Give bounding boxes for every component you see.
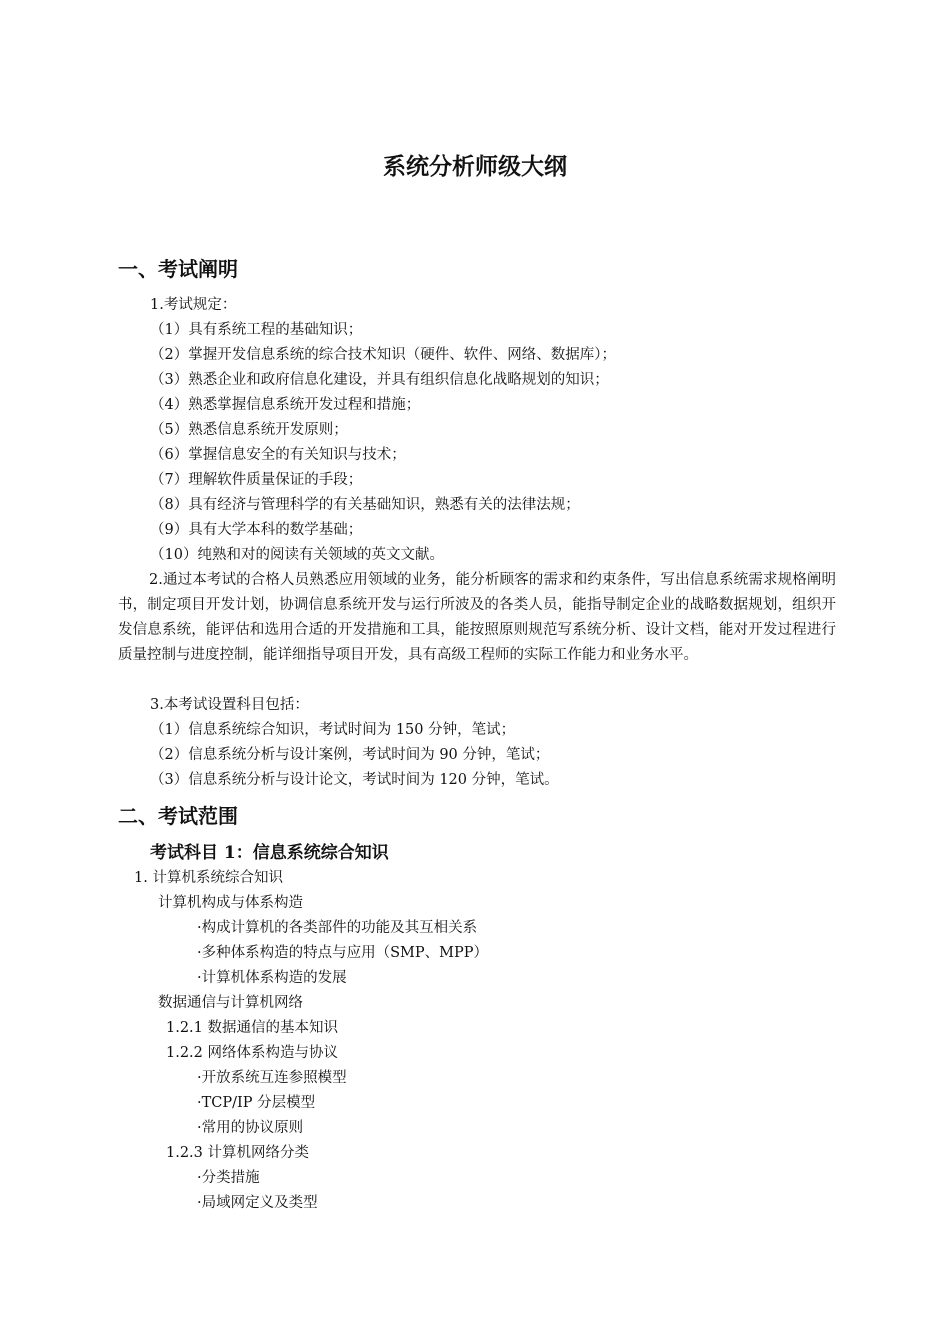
outline-item: 1. 计算机系统综合知识 bbox=[134, 870, 283, 886]
outline-item: 1.2.1 数据通信的基本知识 bbox=[166, 1020, 339, 1036]
outline-item: 1.2.3 计算机网络分类 bbox=[166, 1145, 310, 1161]
requirement-item: （2）掌握开发信息系统的综合技术知识（硬件、软件、网络、数据库）； bbox=[150, 347, 616, 363]
outline-item: ·分类措施 bbox=[197, 1170, 260, 1186]
qualification-paragraph: 2.通过本考试的合格人员熟悉应用领域的业务，能分析顾客的需求和约束条件，写出信息系统需求规格阐明书，制定项目开发计划，协调信息系统开发与运行所波及的各类人员，能指导制定企业的战略数据规划，组织开发信息系统，能评估和选用合适的开发措施和工具，能按照原则规范写系统分析、设计文档，能对开发过程进行质量控制与进度控制，能详细指导项目开发，具有高级工程师的实际工作能力和业务水平。 bbox=[118, 572, 836, 663]
outline-item: ·TCP/IP 分层模型 bbox=[197, 1095, 316, 1111]
outline-item: ·局域网定义及类型 bbox=[197, 1195, 318, 1211]
outline-item: ·计算机体系构造的发展 bbox=[197, 970, 347, 986]
requirement-item: （10）纯熟和对的阅读有关领域的英文文献。 bbox=[150, 547, 444, 563]
requirement-item: （1）具有系统工程的基础知识； bbox=[150, 322, 363, 338]
section-heading-exam-description: 一、考试阐明 bbox=[118, 257, 238, 281]
outline-item: 计算机构成与体系构造 bbox=[158, 895, 303, 911]
section-heading-exam-scope: 二、考试范围 bbox=[118, 804, 238, 828]
subject-heading: 考试科目 1：信息系统综合知识 bbox=[150, 843, 389, 863]
requirement-item: （6）掌握信息安全的有关知识与技术； bbox=[150, 447, 406, 463]
exam-subject-item: （2）信息系统分析与设计案例，考试时间为 90 分钟，笔试； bbox=[150, 747, 550, 763]
requirement-item: （8）具有经济与管理科学的有关基础知识，熟悉有关的法律法规； bbox=[150, 497, 580, 513]
requirement-item: （9）具有大学本科的数学基础； bbox=[150, 522, 363, 538]
requirement-item: （4）熟悉掌握信息系统开发过程和措施； bbox=[150, 397, 421, 413]
outline-item: 1.2.2 网络体系构造与协议 bbox=[166, 1045, 339, 1061]
requirement-item: （7）理解软件质量保证的手段； bbox=[150, 472, 363, 488]
requirement-item: （3）熟悉企业和政府信息化建设，并具有组织信息化战略规划的知识； bbox=[150, 372, 609, 388]
exam-subject-item: （3）信息系统分析与设计论文，考试时间为 120 分钟，笔试。 bbox=[150, 772, 559, 788]
exam-requirements-label: 1.考试规定： bbox=[150, 297, 237, 313]
document-title: 系统分析师级大纲 bbox=[383, 153, 567, 180]
requirement-item: （5）熟悉信息系统开发原则； bbox=[150, 422, 348, 438]
outline-item: 数据通信与计算机网络 bbox=[158, 995, 303, 1011]
outline-item: ·构成计算机的各类部件的功能及其互相关系 bbox=[197, 920, 478, 936]
exam-subjects-label: 3.本考试设置科目包括： bbox=[150, 697, 309, 713]
exam-subject-item: （1）信息系统综合知识，考试时间为 150 分钟，笔试； bbox=[150, 722, 516, 738]
outline-item: ·多种体系构造的特点与应用（SMP、MPP） bbox=[197, 945, 489, 961]
outline-item: ·常用的协议原则 bbox=[197, 1120, 304, 1136]
outline-item: ·开放系统互连参照模型 bbox=[197, 1070, 347, 1086]
